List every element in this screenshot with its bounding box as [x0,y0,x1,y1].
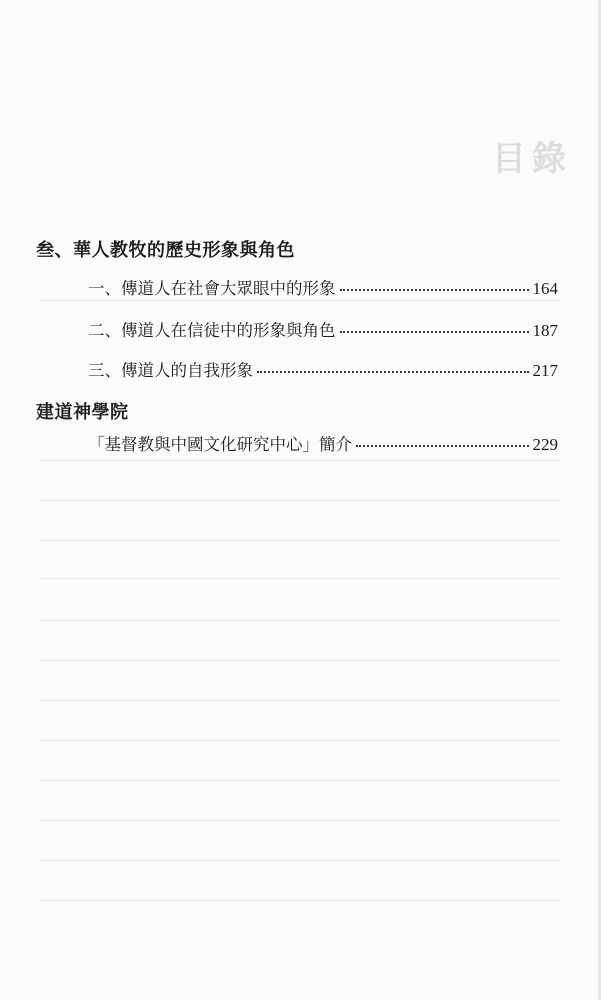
dot-leader [340,289,529,291]
bleed-through-line [40,860,560,861]
bleed-through-line [40,820,560,821]
bleed-through-line [40,500,560,501]
bleed-through-line [40,740,560,741]
toc-entry-page: 217 [532,361,558,380]
publisher-heading: 建道神學院 [36,402,129,423]
toc-entry[interactable] [88,357,558,381]
toc-entry[interactable] [88,275,558,299]
toc-entry-page: 164 [532,279,558,298]
bleed-through-line [40,300,560,301]
bleed-through-line [40,660,560,661]
dot-leader [356,445,529,447]
bleed-through-line [40,780,560,781]
toc-entry-title: 三、傳道人的自我形象 [88,361,253,380]
toc-entry-page: 187 [532,321,558,340]
toc-entry-title: 「基督教與中國文化研究中心」簡介 [88,435,352,454]
toc-entry[interactable] [88,317,558,341]
toc-entry[interactable] [88,431,558,455]
bleed-through-line [40,460,560,461]
toc-entry-title: 二、傳道人在信徒中的形象與角色 [88,321,336,340]
bleed-through-line [40,578,560,579]
toc-entry-page: 229 [532,435,558,454]
bleed-through-title: 目錄 [492,139,572,179]
bleed-through-line [40,900,560,901]
toc-entry-title: 一、傳道人在社會大眾眼中的形象 [88,279,336,298]
dot-leader [340,331,529,333]
dot-leader [257,371,529,373]
bleed-through-line [40,700,560,701]
bleed-through-line [40,620,560,621]
section-heading: 叁、華人教牧的歷史形象與角色 [36,240,295,261]
bleed-through-line [40,540,560,541]
